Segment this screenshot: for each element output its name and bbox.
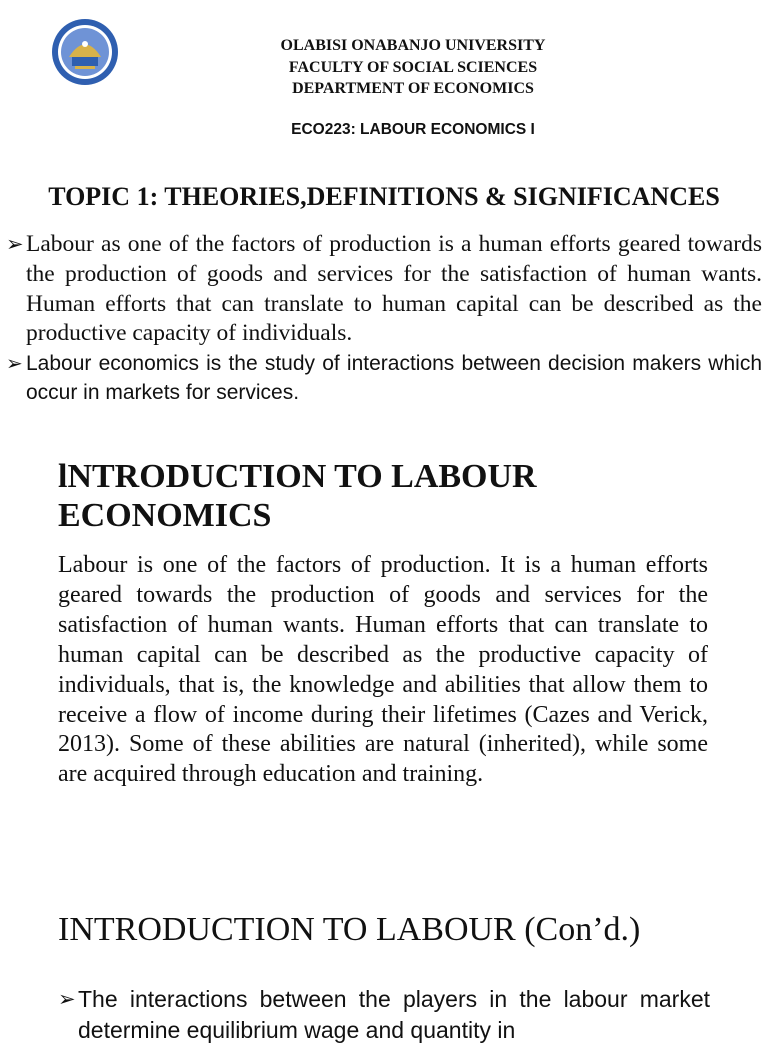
arrow-bullet-icon: ➢ [58, 987, 76, 1011]
definition-bullets [6, 230, 762, 407]
department-name: DEPARTMENT OF ECONOMICS [292, 80, 534, 97]
bullet-text: The interactions between the players in the labour market determine equilibrium wage and quantity in [78, 986, 710, 1043]
university-name: OLABISI ONABANJO UNIVERSITY [280, 37, 546, 54]
arrow-bullet-icon: ➢ [6, 232, 24, 256]
continued-bullets [58, 984, 710, 1046]
bullet-item [6, 230, 762, 349]
faculty-name: FACULTY OF SOCIAL SCIENCES [288, 58, 538, 76]
intro-heading: lNTRODUCTION TO LABOUR ECONOMICS [58, 458, 537, 534]
bullet-text: Labour economics is the study of interactions between decision makers which occur in markets for services. [26, 352, 762, 405]
institution-header [230, 35, 596, 100]
topic-title: TOPIC 1: THEORIES,DEFINITIONS & SIGNIFICANCES [48, 182, 720, 211]
continued-heading: INTRODUCTION TO LABOUR (Con’d.) [58, 911, 641, 948]
bullet-item [58, 984, 710, 1046]
intro-paragraph: Labour is one of the factors of production. It is a human efforts geared towards the production of goods and services for the satisfaction of human wants. Human efforts that can translate to human capital can be described as the productive capacity of individuals, that is, the knowledge and abilities that allow them to receive a flow of income during their lifetimes (Cazes and Verick, 2013). Some of these abilities are natural (inherited), while some are acquired through education and training. [58, 552, 708, 788]
bullet-text: Labour as one of the factors of production is a human efforts geared towards the production of goods and services for the satisfaction of human wants. Human efforts that can translate to human capital can be described as the productive capacity of individuals. [26, 231, 762, 347]
bullet-item [6, 349, 762, 407]
arrow-bullet-icon: ➢ [6, 351, 23, 376]
course-title: ECO223: LABOUR ECONOMICS I [291, 121, 535, 138]
university-crest-icon [50, 16, 120, 88]
